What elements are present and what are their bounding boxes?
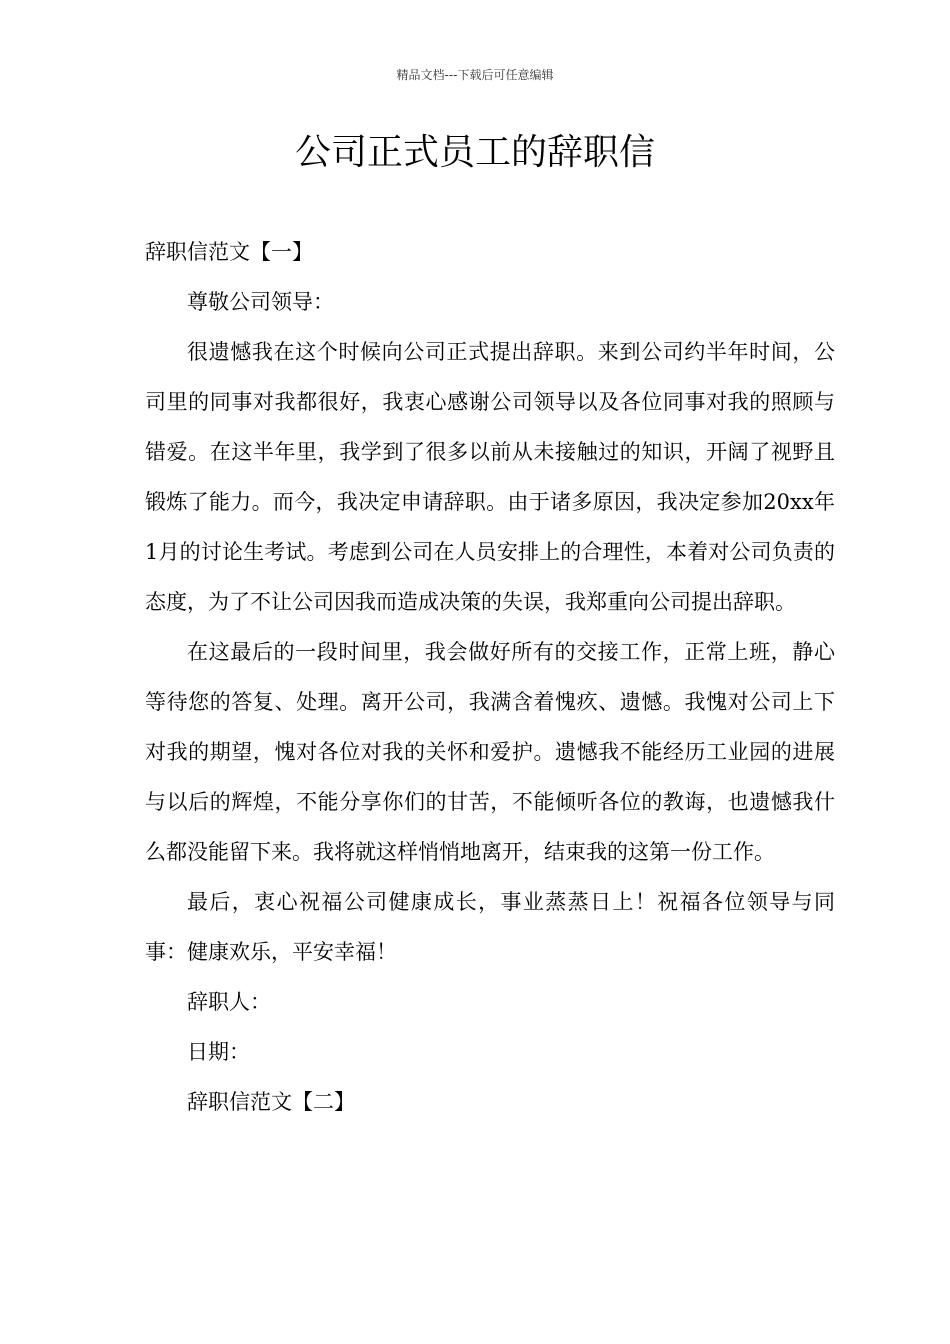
header-note: 精品文档---下载后可任意编辑 (396, 68, 554, 82)
document-title: 公司正式员工的辞职信 (294, 132, 655, 173)
salutation: 尊敬公司领导： (187, 290, 334, 314)
date-label: 日期： (187, 1040, 250, 1064)
section-heading-2: 辞职信范文【二】 (187, 1090, 355, 1114)
signer-label: 辞职人： (187, 990, 271, 1014)
document-body (145, 227, 835, 1127)
section-heading-1: 辞职信范文【一】 (145, 240, 313, 264)
paragraph-3: 最后，衷心祝福公司健康成长，事业蒸蒸日上！祝福各位领导与同事：健康欢乐，平安幸福！ (145, 890, 835, 964)
paragraph-1: 很遗憾我在这个时候向公司正式提出辞职。来到公司约半年时间，公司里的同事对我都很好，我衷心感谢公司领导以及各位同事对我的照顾与错爱。在这半年里，我学到了很多以前从未接触过的知识，开阔了视野且锻炼了能力。而今，我决定申请辞职。由于诸多原因，我决定参加20xx年1月的讨论生考试。考虑到公司在人员安排上的合理性，本着对公司负责的态度，为了不让公司因我而造成决策的失误，我郑重向公司提出辞职。 (145, 340, 835, 614)
paragraph-2: 在这最后的一段时间里，我会做好所有的交接工作，正常上班，静心等待您的答复、处理。离开公司，我满含着愧疚、遗憾。我愧对公司上下对我的期望，愧对各位对我的关怀和爱护。遗憾我不能经历工业园的进展与以后的辉煌，不能分享你们的甘苦，不能倾听各位的教诲，也遗憾我什么都没能留下来。我将就这样悄悄地离开，结束我的这第一份工作。 (145, 640, 835, 864)
